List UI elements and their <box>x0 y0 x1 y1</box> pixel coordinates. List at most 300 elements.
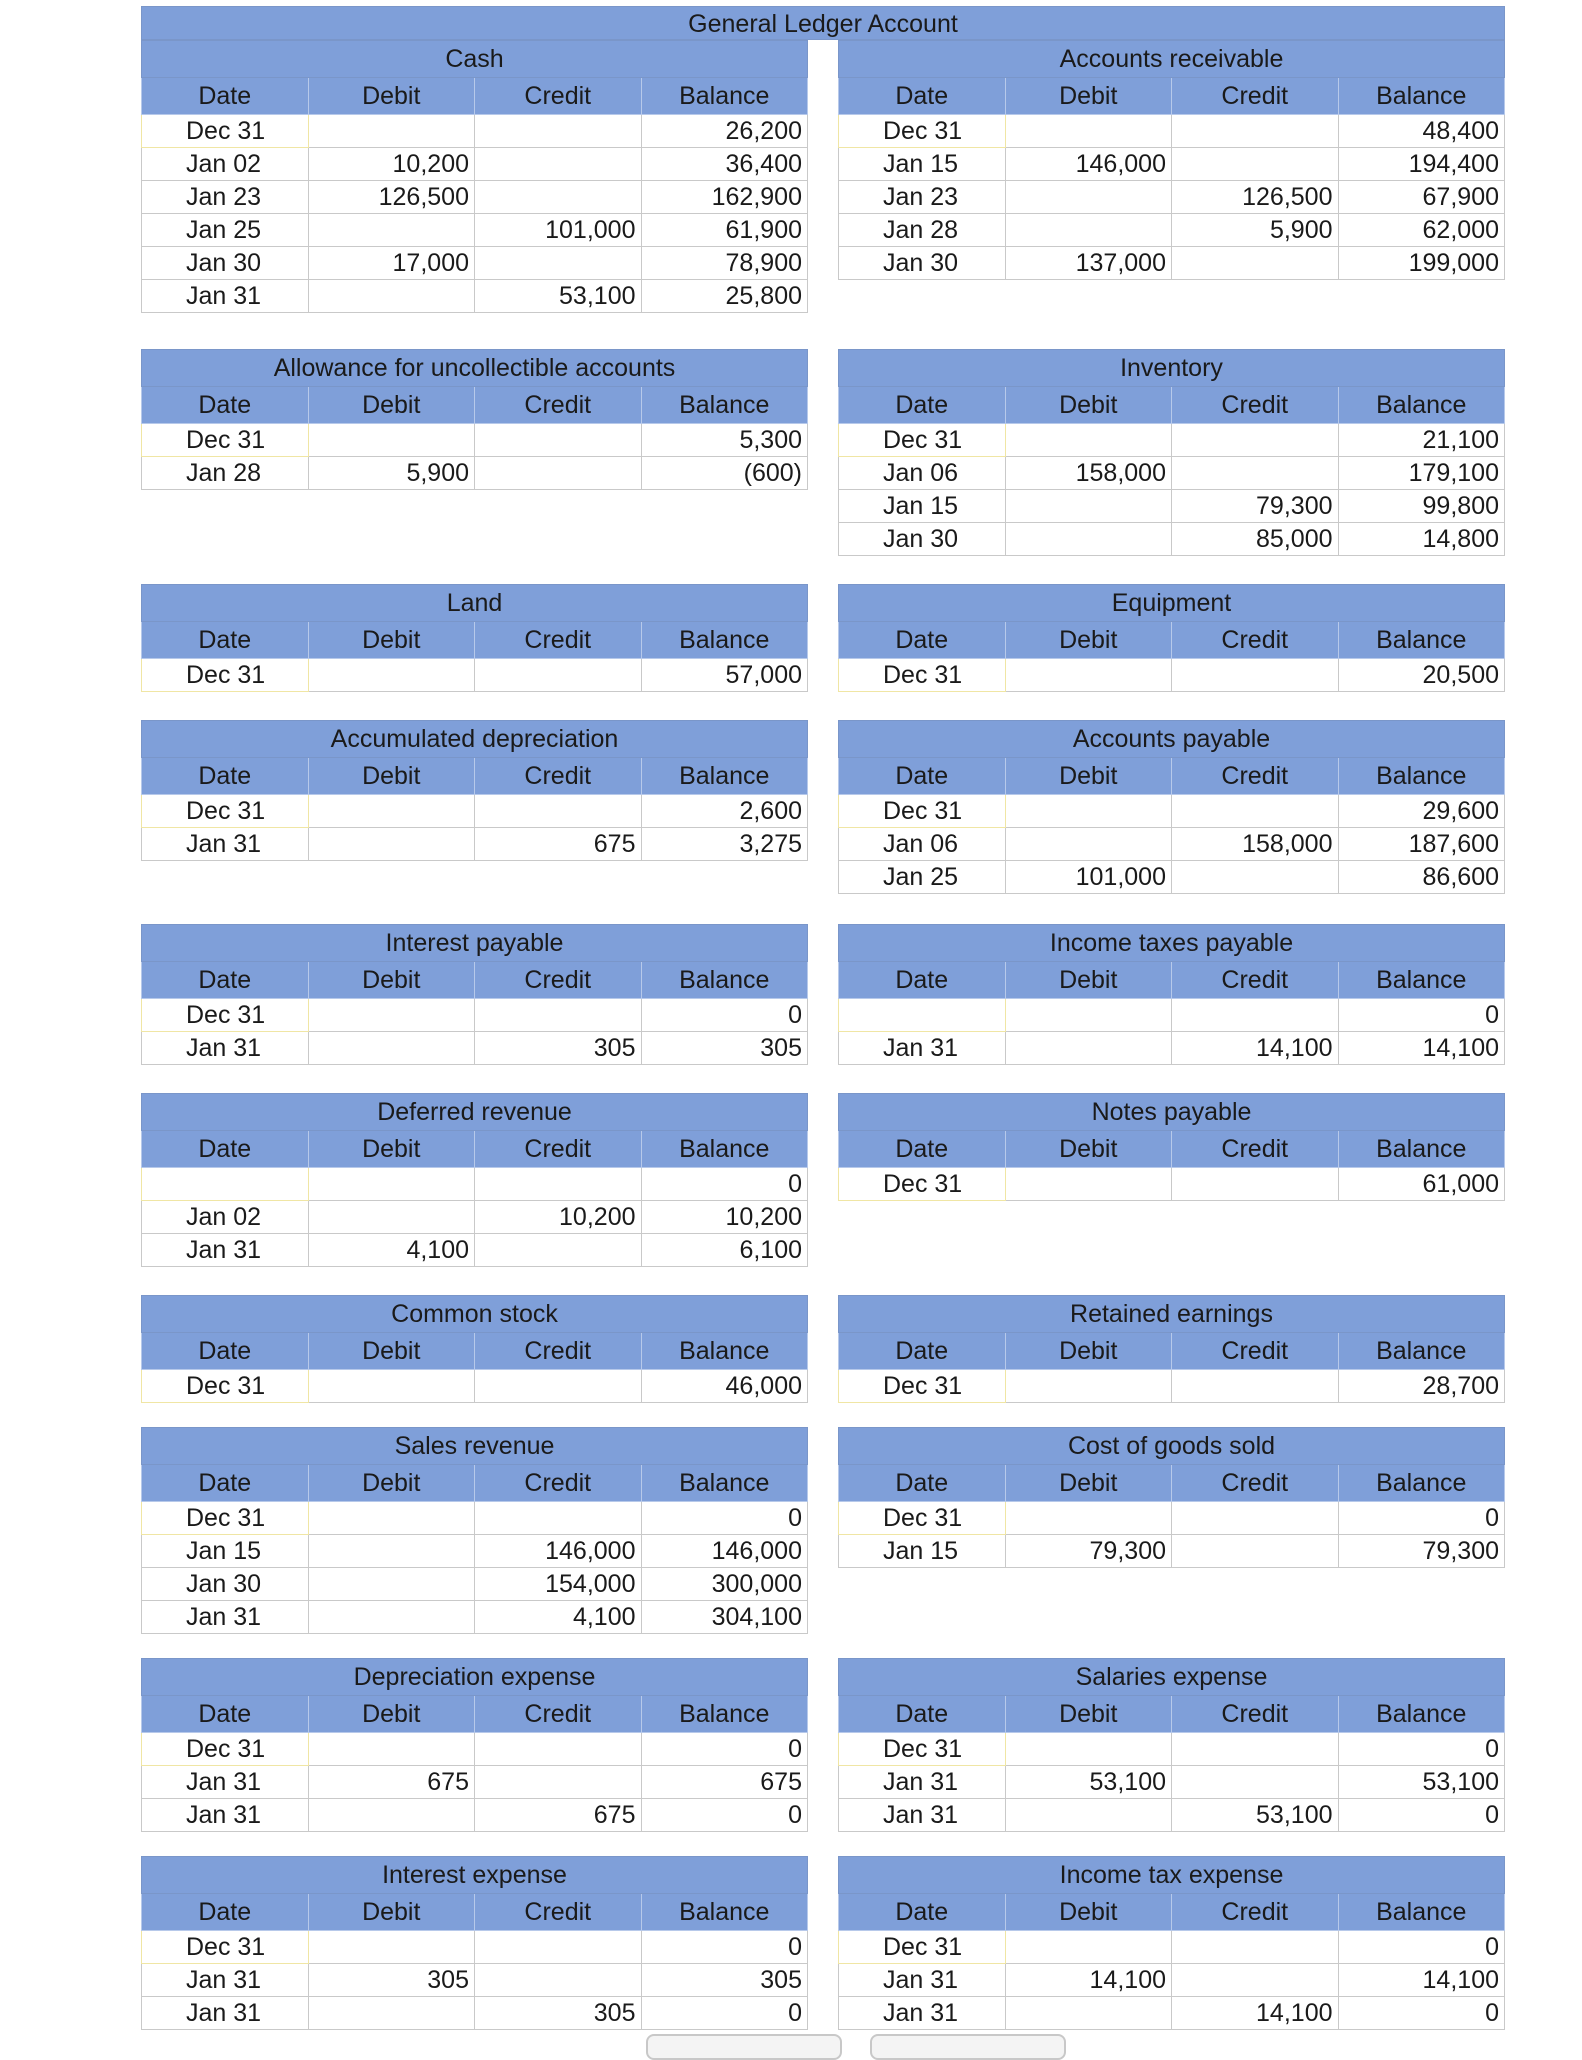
ledger-entry-row <box>142 1568 808 1601</box>
account-block <box>838 1658 1505 1832</box>
entry-credit: 79,300 <box>1172 490 1339 523</box>
column-header: Date <box>142 387 309 424</box>
entry-date: Dec 31 <box>839 1168 1006 1201</box>
entry-debit <box>1005 523 1172 556</box>
entry-date: Jan 25 <box>839 861 1006 894</box>
entry-credit: 14,100 <box>1172 1997 1339 2030</box>
entry-credit: 126,500 <box>1172 181 1339 214</box>
account-table <box>141 40 808 313</box>
account-block <box>141 1658 808 1832</box>
ledger-entry-row <box>142 148 808 181</box>
entry-balance: (600) <box>641 457 808 490</box>
entry-credit <box>1172 795 1339 828</box>
account-block <box>141 1295 808 1403</box>
account-block <box>838 40 1505 313</box>
entry-balance: 20,500 <box>1338 659 1505 692</box>
account-block <box>838 1856 1505 2030</box>
entry-debit <box>1005 999 1172 1032</box>
account-name: Notes payable <box>839 1094 1505 1131</box>
entry-debit <box>1005 1931 1172 1964</box>
entry-debit <box>308 1568 475 1601</box>
entry-debit <box>308 280 475 313</box>
column-header: Balance <box>1338 1131 1505 1168</box>
column-header: Debit <box>308 1696 475 1733</box>
column-header: Balance <box>641 387 808 424</box>
entry-balance: 86,600 <box>1338 861 1505 894</box>
entry-balance: 305 <box>641 1032 808 1065</box>
column-header: Credit <box>475 78 642 115</box>
entry-credit <box>1172 1766 1339 1799</box>
entry-debit: 675 <box>308 1766 475 1799</box>
account-name: Salaries expense <box>839 1659 1505 1696</box>
account-block <box>141 720 808 894</box>
entry-date: Dec 31 <box>142 795 309 828</box>
column-header: Credit <box>475 1696 642 1733</box>
entry-credit <box>475 1964 642 1997</box>
column-header: Debit <box>1005 758 1172 795</box>
prev-button[interactable] <box>646 2034 842 2060</box>
entry-date: Dec 31 <box>142 424 309 457</box>
entry-credit: 305 <box>475 1997 642 2030</box>
entry-balance: 0 <box>1338 1997 1505 2030</box>
account-block <box>141 1427 808 1634</box>
account-block <box>838 1093 1505 1267</box>
entry-balance: 21,100 <box>1338 424 1505 457</box>
column-header: Date <box>839 758 1006 795</box>
column-header: Balance <box>1338 387 1505 424</box>
entry-debit <box>1005 828 1172 861</box>
entry-credit <box>1172 1964 1339 1997</box>
account-name: Accounts receivable <box>839 41 1505 78</box>
account-table <box>141 1295 808 1403</box>
column-header: Balance <box>641 78 808 115</box>
entry-balance: 28,700 <box>1338 1370 1505 1403</box>
ledger-entry-row <box>142 1733 808 1766</box>
entry-balance: 14,100 <box>1338 1964 1505 1997</box>
column-header: Date <box>142 1131 309 1168</box>
account-table <box>838 1856 1505 2030</box>
ledger-entry-row <box>142 795 808 828</box>
column-header: Date <box>142 1465 309 1502</box>
entry-credit <box>1172 1535 1339 1568</box>
entry-credit <box>475 1234 642 1267</box>
entry-debit <box>308 1535 475 1568</box>
entry-date: Jan 31 <box>142 1964 309 1997</box>
account-block <box>838 1427 1505 1634</box>
entry-balance: 29,600 <box>1338 795 1505 828</box>
entry-credit <box>475 1502 642 1535</box>
entry-debit <box>308 999 475 1032</box>
column-header: Balance <box>1338 622 1505 659</box>
ledger-entry-row <box>142 1997 808 2030</box>
entry-balance: 146,000 <box>641 1535 808 1568</box>
entry-date: Jan 31 <box>839 1032 1006 1065</box>
entry-debit <box>1005 1502 1172 1535</box>
entry-date: Jan 31 <box>142 1766 309 1799</box>
ledger-entry-row <box>142 1234 808 1267</box>
account-name: Land <box>142 585 808 622</box>
account-name: Inventory <box>839 350 1505 387</box>
entry-date: Dec 31 <box>142 1370 309 1403</box>
account-table <box>141 1093 808 1267</box>
entry-balance: 36,400 <box>641 148 808 181</box>
entry-balance: 99,800 <box>1338 490 1505 523</box>
account-name: Income tax expense <box>839 1857 1505 1894</box>
entry-balance: 67,900 <box>1338 181 1505 214</box>
entry-credit: 53,100 <box>1172 1799 1339 1832</box>
account-row <box>141 1658 1505 1832</box>
entry-credit <box>1172 861 1339 894</box>
entry-date: Dec 31 <box>142 1502 309 1535</box>
column-header: Balance <box>1338 1465 1505 1502</box>
column-header: Credit <box>1172 1894 1339 1931</box>
ledger-title: General Ledger Account <box>141 6 1505 40</box>
ledger-entry-row <box>142 214 808 247</box>
account-row <box>141 1856 1505 2030</box>
entry-debit: 101,000 <box>1005 861 1172 894</box>
entry-credit: 5,900 <box>1172 214 1339 247</box>
account-block <box>838 924 1505 1065</box>
entry-date: Dec 31 <box>839 1370 1006 1403</box>
column-header: Credit <box>1172 1333 1339 1370</box>
column-header: Date <box>839 1465 1006 1502</box>
entry-date: Jan 15 <box>839 490 1006 523</box>
entry-debit <box>1005 795 1172 828</box>
entry-credit: 675 <box>475 1799 642 1832</box>
column-header: Debit <box>308 758 475 795</box>
entry-credit: 85,000 <box>1172 523 1339 556</box>
entry-debit <box>308 1931 475 1964</box>
entry-balance: 0 <box>1338 1799 1505 1832</box>
account-table <box>838 1427 1505 1568</box>
entry-balance: 0 <box>641 1997 808 2030</box>
column-header: Debit <box>1005 387 1172 424</box>
entry-date: Jan 15 <box>142 1535 309 1568</box>
account-block <box>141 1093 808 1267</box>
account-table <box>838 1093 1505 1201</box>
account-row <box>141 924 1505 1065</box>
entry-balance: 0 <box>1338 1502 1505 1535</box>
entry-debit <box>308 1601 475 1634</box>
entry-credit: 53,100 <box>475 280 642 313</box>
entry-credit <box>475 247 642 280</box>
entry-balance: 187,600 <box>1338 828 1505 861</box>
column-header: Balance <box>1338 962 1505 999</box>
ledger-entry-row <box>142 1964 808 1997</box>
column-header: Balance <box>641 962 808 999</box>
entry-balance: 25,800 <box>641 280 808 313</box>
ledger-entry-row <box>839 181 1505 214</box>
entry-debit: 4,100 <box>308 1234 475 1267</box>
entry-date: Jan 31 <box>142 280 309 313</box>
entry-credit <box>1172 457 1339 490</box>
entry-debit <box>1005 214 1172 247</box>
entry-debit: 305 <box>308 1964 475 1997</box>
account-table <box>141 349 808 490</box>
entry-debit <box>1005 115 1172 148</box>
column-header: Credit <box>1172 1465 1339 1502</box>
ledger-entry-row <box>839 659 1505 692</box>
account-name: Interest expense <box>142 1857 808 1894</box>
column-header: Date <box>142 962 309 999</box>
column-header: Credit <box>475 1465 642 1502</box>
general-ledger <box>141 6 1505 2030</box>
entry-credit <box>1172 115 1339 148</box>
column-header: Credit <box>475 622 642 659</box>
column-header: Balance <box>641 1131 808 1168</box>
ledger-entry-row <box>142 1168 808 1201</box>
account-name: Retained earnings <box>839 1296 1505 1333</box>
column-header: Debit <box>308 962 475 999</box>
ledger-entry-row <box>839 1370 1505 1403</box>
account-name: Accounts payable <box>839 721 1505 758</box>
entry-credit: 675 <box>475 828 642 861</box>
column-header: Credit <box>1172 78 1339 115</box>
ledger-entry-row <box>142 1799 808 1832</box>
column-header: Balance <box>1338 758 1505 795</box>
entry-balance: 304,100 <box>641 1601 808 1634</box>
entry-debit: 14,100 <box>1005 1964 1172 1997</box>
entry-debit <box>308 1997 475 2030</box>
column-header: Credit <box>475 758 642 795</box>
entry-date: Jan 31 <box>142 1032 309 1065</box>
entry-balance: 53,100 <box>1338 1766 1505 1799</box>
entry-credit <box>475 1370 642 1403</box>
entry-credit: 146,000 <box>475 1535 642 1568</box>
ledger-entry-row <box>839 457 1505 490</box>
column-header: Credit <box>1172 758 1339 795</box>
entry-debit <box>1005 490 1172 523</box>
entry-balance: 0 <box>641 999 808 1032</box>
account-table <box>141 1856 808 2030</box>
column-header: Credit <box>475 1333 642 1370</box>
account-row <box>141 349 1505 556</box>
entry-debit <box>308 1032 475 1065</box>
account-row <box>141 1295 1505 1403</box>
account-table <box>838 349 1505 556</box>
column-header: Date <box>142 1894 309 1931</box>
entry-date: Dec 31 <box>839 1733 1006 1766</box>
ledger-entry-row <box>839 828 1505 861</box>
column-header: Credit <box>1172 1131 1339 1168</box>
account-block <box>141 584 808 692</box>
entry-date: Jan 06 <box>839 828 1006 861</box>
entry-credit <box>475 1168 642 1201</box>
account-table <box>141 1658 808 1832</box>
account-block <box>141 40 808 313</box>
entry-date: Jan 23 <box>142 181 309 214</box>
ledger-entry-row <box>142 181 808 214</box>
entry-date: Jan 28 <box>142 457 309 490</box>
account-block <box>838 584 1505 692</box>
entry-date: Dec 31 <box>142 115 309 148</box>
ledger-entry-row <box>142 247 808 280</box>
entry-balance: 46,000 <box>641 1370 808 1403</box>
entry-balance: 194,400 <box>1338 148 1505 181</box>
entry-credit: 14,100 <box>1172 1032 1339 1065</box>
entry-balance: 0 <box>1338 1931 1505 1964</box>
entry-date: Dec 31 <box>142 1931 309 1964</box>
account-row <box>141 584 1505 692</box>
ledger-entry-row <box>839 861 1505 894</box>
entry-date: Jan 02 <box>142 148 309 181</box>
ledger-entry-row <box>142 1931 808 1964</box>
entry-debit: 158,000 <box>1005 457 1172 490</box>
ledger-entry-row <box>142 1032 808 1065</box>
entry-credit <box>475 659 642 692</box>
entry-debit <box>308 115 475 148</box>
account-table <box>838 720 1505 894</box>
entry-balance: 179,100 <box>1338 457 1505 490</box>
entry-credit <box>1172 1168 1339 1201</box>
entry-debit <box>308 828 475 861</box>
ledger-entry-row <box>142 424 808 457</box>
ledger-entry-row <box>839 424 1505 457</box>
ledger-entry-row <box>839 148 1505 181</box>
entry-credit: 158,000 <box>1172 828 1339 861</box>
entry-credit <box>1172 148 1339 181</box>
column-header: Balance <box>641 758 808 795</box>
account-row <box>141 1427 1505 1634</box>
ledger-entry-row <box>839 490 1505 523</box>
account-table <box>838 584 1505 692</box>
entry-credit <box>1172 1502 1339 1535</box>
entry-debit <box>1005 1032 1172 1065</box>
ledger-entry-row <box>142 999 808 1032</box>
next-button[interactable] <box>870 2034 1066 2060</box>
entry-debit <box>308 214 475 247</box>
ledger-entry-row <box>839 1964 1505 1997</box>
account-block <box>838 349 1505 556</box>
account-table <box>141 720 808 861</box>
ledger-entry-row <box>839 247 1505 280</box>
entry-balance: 57,000 <box>641 659 808 692</box>
entry-credit <box>475 1733 642 1766</box>
column-header: Credit <box>1172 962 1339 999</box>
entry-date: Jan 02 <box>142 1201 309 1234</box>
column-header: Date <box>839 622 1006 659</box>
entry-balance: 14,100 <box>1338 1032 1505 1065</box>
entry-debit <box>1005 1733 1172 1766</box>
account-table <box>838 1295 1505 1403</box>
entry-credit <box>475 1931 642 1964</box>
column-header: Debit <box>308 387 475 424</box>
entry-balance: 61,000 <box>1338 1168 1505 1201</box>
account-block <box>141 1856 808 2030</box>
column-header: Debit <box>308 1131 475 1168</box>
entry-debit: 137,000 <box>1005 247 1172 280</box>
account-row <box>141 1093 1505 1267</box>
account-name: Depreciation expense <box>142 1659 808 1696</box>
entry-date: Jan 31 <box>839 1964 1006 1997</box>
column-header: Date <box>839 1894 1006 1931</box>
entry-debit <box>1005 659 1172 692</box>
column-header: Date <box>142 1333 309 1370</box>
entry-balance: 0 <box>1338 1733 1505 1766</box>
entry-balance: 62,000 <box>1338 214 1505 247</box>
entry-debit <box>1005 181 1172 214</box>
ledger-entry-row <box>142 1370 808 1403</box>
entry-date: Jan 30 <box>839 247 1006 280</box>
account-name: Accumulated depreciation <box>142 721 808 758</box>
entry-credit <box>475 424 642 457</box>
entry-credit <box>1172 1733 1339 1766</box>
column-header: Date <box>142 622 309 659</box>
entry-date: Jan 31 <box>839 1997 1006 2030</box>
column-header: Balance <box>1338 1333 1505 1370</box>
column-header: Debit <box>1005 1465 1172 1502</box>
column-header: Date <box>839 962 1006 999</box>
entry-date: Jan 25 <box>142 214 309 247</box>
entry-date: Jan 30 <box>142 247 309 280</box>
column-header: Debit <box>1005 1333 1172 1370</box>
entry-debit: 53,100 <box>1005 1766 1172 1799</box>
entry-balance: 0 <box>641 1799 808 1832</box>
ledger-entry-row <box>839 1168 1505 1201</box>
entry-balance: 162,900 <box>641 181 808 214</box>
column-header: Balance <box>641 1894 808 1931</box>
ledger-entry-row <box>839 999 1505 1032</box>
entry-debit <box>1005 1370 1172 1403</box>
column-header: Debit <box>1005 1131 1172 1168</box>
entry-date: Dec 31 <box>839 1502 1006 1535</box>
column-header: Debit <box>308 1465 475 1502</box>
entry-balance: 6,100 <box>641 1234 808 1267</box>
entry-date: Jan 15 <box>839 1535 1006 1568</box>
entry-balance: 3,275 <box>641 828 808 861</box>
account-table <box>838 1658 1505 1832</box>
account-block <box>141 349 808 556</box>
ledger-entry-row <box>839 1931 1505 1964</box>
account-name: Allowance for uncollectible accounts <box>142 350 808 387</box>
column-header: Credit <box>475 387 642 424</box>
entry-date <box>142 1168 309 1201</box>
column-header: Balance <box>641 622 808 659</box>
entry-date: Dec 31 <box>142 1733 309 1766</box>
entry-balance: 300,000 <box>641 1568 808 1601</box>
entry-credit <box>1172 247 1339 280</box>
account-block <box>141 924 808 1065</box>
entry-debit: 79,300 <box>1005 1535 1172 1568</box>
entry-date: Jan 06 <box>839 457 1006 490</box>
column-header: Debit <box>1005 962 1172 999</box>
entry-balance: 0 <box>641 1931 808 1964</box>
column-header: Date <box>839 387 1006 424</box>
account-name: Equipment <box>839 585 1505 622</box>
ledger-entry-row <box>839 1502 1505 1535</box>
entry-date: Dec 31 <box>839 424 1006 457</box>
account-name: Deferred revenue <box>142 1094 808 1131</box>
ledger-entry-row <box>142 828 808 861</box>
account-name: Income taxes payable <box>839 925 1505 962</box>
column-header: Balance <box>641 1333 808 1370</box>
entry-date <box>839 999 1006 1032</box>
entry-credit: 101,000 <box>475 214 642 247</box>
entry-debit: 126,500 <box>308 181 475 214</box>
ledger-entry-row <box>839 1032 1505 1065</box>
entry-date: Dec 31 <box>839 795 1006 828</box>
column-header: Debit <box>1005 78 1172 115</box>
ledger-entry-row <box>839 214 1505 247</box>
column-header: Debit <box>1005 1894 1172 1931</box>
account-block <box>838 1295 1505 1403</box>
entry-date: Jan 31 <box>142 1799 309 1832</box>
ledger-entry-row <box>839 115 1505 148</box>
account-table <box>838 924 1505 1065</box>
column-header: Date <box>142 758 309 795</box>
entry-credit: 154,000 <box>475 1568 642 1601</box>
entry-debit <box>308 424 475 457</box>
